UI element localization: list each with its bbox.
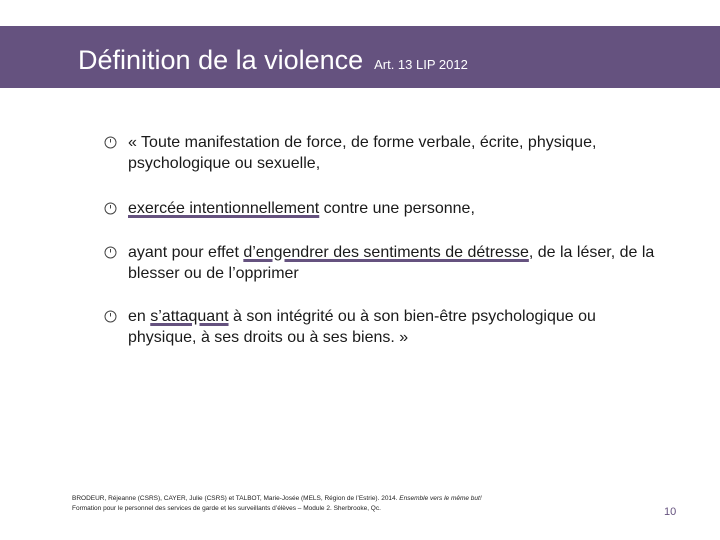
clock-bullet-icon — [104, 310, 117, 323]
bullet-text-after: contre une personne, — [319, 200, 475, 217]
bullet-text: en — [128, 308, 151, 325]
clock-bullet-icon — [104, 136, 117, 149]
footer-citation — [72, 494, 552, 514]
bullet-item — [104, 132, 664, 174]
citation-source: Formation pour le personnel des services de garde et les surveillants d’élèves – Module 2. Sherbrooke, Qc. — [72, 505, 381, 512]
clock-bullet-icon — [104, 246, 117, 259]
clock-bullet-icon — [104, 202, 117, 215]
bullet-text: « Toute manifestation de force, de forme verbale, écrite, physique, psychologique ou sexuelle, — [128, 134, 597, 172]
bullet-text-after: , de la léser, de la blesser ou de l’opprimer — [128, 244, 655, 282]
bullet-item — [104, 242, 664, 284]
title-main: Définition de la violence — [78, 45, 364, 75]
bullet-item — [104, 198, 475, 219]
bullet-highlight: exercée intentionnellement — [128, 200, 320, 217]
citation-text: BRODEUR, Réjeanne (CSRS), CAYER, Julie (CSRS) et TALBOT, Marie-Josée (MELS, Région de l’Estrie). 2014. — [72, 495, 400, 502]
title-subtitle: Art. 13 LIP 2012 — [374, 57, 468, 72]
bullet-item — [104, 306, 664, 348]
page-title — [78, 40, 468, 77]
bullet-text: ayant pour effet — [128, 244, 244, 261]
citation-title: Ensemble vers le même but! — [399, 495, 482, 502]
bullet-text-after: à son intégrité ou à son bien-être psychologique ou physique, à ses droits ou à ses biens. » — [128, 308, 596, 346]
bullet-highlight: s’attaquant — [150, 308, 229, 325]
bullet-highlight: d’engendrer des sentiments de détresse — [243, 244, 529, 261]
page-number: 10 — [664, 506, 677, 518]
